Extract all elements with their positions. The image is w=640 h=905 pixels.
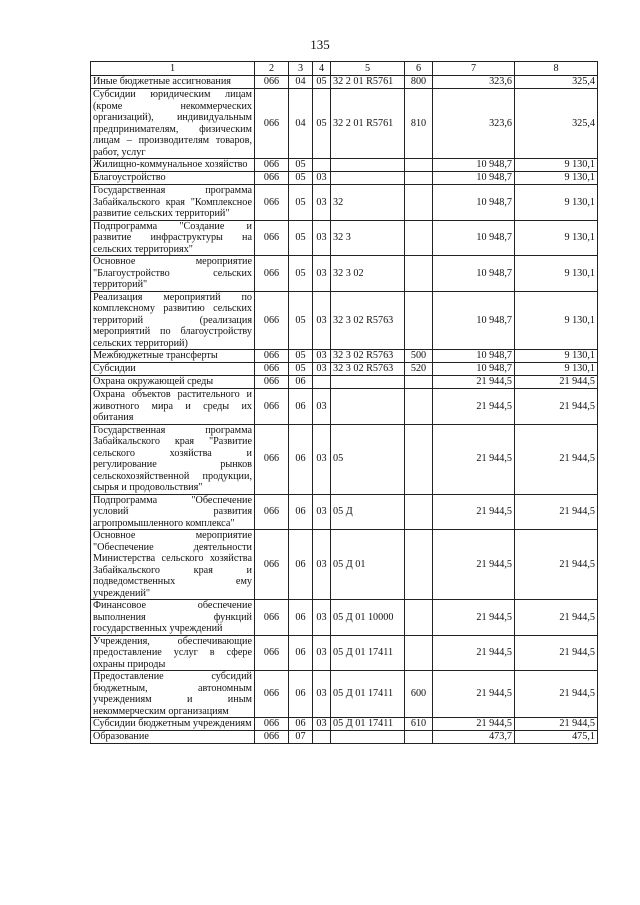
section-code: 06: [289, 671, 313, 718]
table-row: [91, 530, 598, 600]
amount-year-2: 9 130,1: [515, 256, 598, 292]
expense-type: [405, 256, 433, 292]
expense-type: [405, 291, 433, 350]
target-article: 05 Д 01 10000: [331, 600, 405, 636]
amount-year-2: 325,4: [515, 89, 598, 159]
ministry-code: 066: [255, 494, 289, 530]
expense-type: [405, 159, 433, 172]
item-name: Образование: [91, 731, 255, 744]
amount-year-2: 21 944,5: [515, 389, 598, 425]
subsection-code: [313, 731, 331, 744]
page-number: 135: [310, 37, 330, 52]
table-row: [91, 172, 598, 185]
amount-year-2: 9 130,1: [515, 185, 598, 221]
section-code: 07: [289, 731, 313, 744]
subsection-code: 03: [313, 220, 331, 256]
column-header: 3: [289, 62, 313, 76]
section-code: 06: [289, 600, 313, 636]
table-row: [91, 389, 598, 425]
target-article: 32 3 02 R5763: [331, 363, 405, 376]
column-header: 5: [331, 62, 405, 76]
target-article: 32 3 02 R5763: [331, 350, 405, 363]
table-row: [91, 376, 598, 389]
table-row: [91, 220, 598, 256]
amount-year-1: 10 948,7: [433, 363, 515, 376]
target-article: [331, 159, 405, 172]
ministry-code: 066: [255, 424, 289, 494]
amount-year-1: 21 944,5: [433, 671, 515, 718]
section-code: 05: [289, 172, 313, 185]
amount-year-2: 21 944,5: [515, 671, 598, 718]
amount-year-1: 323,6: [433, 76, 515, 89]
target-article: 05 Д 01: [331, 530, 405, 600]
ministry-code: 066: [255, 159, 289, 172]
section-code: 05: [289, 185, 313, 221]
table-row: [91, 671, 598, 718]
target-article: 32 2 01 R5761: [331, 89, 405, 159]
amount-year-2: 475,1: [515, 731, 598, 744]
amount-year-1: 10 948,7: [433, 159, 515, 172]
table-row: [91, 731, 598, 744]
amount-year-1: 21 944,5: [433, 635, 515, 671]
column-header: 8: [515, 62, 598, 76]
amount-year-1: 21 944,5: [433, 718, 515, 731]
expense-type: [405, 172, 433, 185]
section-code: 05: [289, 363, 313, 376]
column-header: 6: [405, 62, 433, 76]
target-article: 32 3 02: [331, 256, 405, 292]
subsection-code: 03: [313, 424, 331, 494]
amount-year-2: 9 130,1: [515, 159, 598, 172]
item-name: Предоставление субсидий бюджетным, автономным учреждениям и иным некоммерческим организациям: [91, 671, 255, 718]
expense-type: [405, 731, 433, 744]
target-article: [331, 172, 405, 185]
amount-year-1: 21 944,5: [433, 389, 515, 425]
ministry-code: 066: [255, 635, 289, 671]
amount-year-2: 9 130,1: [515, 363, 598, 376]
item-name: Субсидии юридическим лицам (кроме некоммерческих организаций), индивидуальным предпринимателям, физическим лицам – производителям товаров, работ, услуг: [91, 89, 255, 159]
target-article: 05 Д 01 17411: [331, 635, 405, 671]
amount-year-1: 323,6: [433, 89, 515, 159]
expense-type: [405, 600, 433, 636]
amount-year-1: 10 948,7: [433, 256, 515, 292]
table-header-row: [91, 62, 598, 76]
table-row: [91, 635, 598, 671]
subsection-code: 03: [313, 671, 331, 718]
expense-type: 520: [405, 363, 433, 376]
ministry-code: 066: [255, 220, 289, 256]
table-row: [91, 494, 598, 530]
amount-year-2: 21 944,5: [515, 718, 598, 731]
ministry-code: 066: [255, 530, 289, 600]
subsection-code: [313, 376, 331, 389]
ministry-code: 066: [255, 172, 289, 185]
expense-type: [405, 530, 433, 600]
ministry-code: 066: [255, 718, 289, 731]
target-article: 32: [331, 185, 405, 221]
amount-year-1: 21 944,5: [433, 376, 515, 389]
item-name: Субсидии бюджетным учреждениям: [91, 718, 255, 731]
item-name: Основное мероприятие "Благоустройство сельских территорий": [91, 256, 255, 292]
table-row: [91, 718, 598, 731]
target-article: 05 Д: [331, 494, 405, 530]
target-article: 05 Д 01 17411: [331, 718, 405, 731]
amount-year-2: 21 944,5: [515, 494, 598, 530]
subsection-code: 05: [313, 89, 331, 159]
expense-type: [405, 635, 433, 671]
amount-year-1: 10 948,7: [433, 220, 515, 256]
amount-year-1: 10 948,7: [433, 350, 515, 363]
amount-year-2: 21 944,5: [515, 530, 598, 600]
ministry-code: 066: [255, 731, 289, 744]
ministry-code: 066: [255, 600, 289, 636]
expense-type: [405, 494, 433, 530]
ministry-code: 066: [255, 185, 289, 221]
amount-year-2: 325,4: [515, 76, 598, 89]
subsection-code: 03: [313, 530, 331, 600]
section-code: 06: [289, 635, 313, 671]
subsection-code: 03: [313, 172, 331, 185]
amount-year-2: 21 944,5: [515, 376, 598, 389]
ministry-code: 066: [255, 76, 289, 89]
table-row: [91, 89, 598, 159]
section-code: 06: [289, 376, 313, 389]
subsection-code: 03: [313, 718, 331, 731]
column-header: 7: [433, 62, 515, 76]
subsection-code: 03: [313, 494, 331, 530]
target-article: 05: [331, 424, 405, 494]
item-name: Подпрограмма "Обеспечение условий развития агропромышленного комплекса": [91, 494, 255, 530]
column-header: 4: [313, 62, 331, 76]
item-name: Государственная программа Забайкальского края "Комплексное развитие сельских территорий": [91, 185, 255, 221]
expense-type: [405, 220, 433, 256]
table-row: [91, 600, 598, 636]
section-code: 06: [289, 718, 313, 731]
expense-type: [405, 185, 433, 221]
amount-year-1: 21 944,5: [433, 600, 515, 636]
target-article: [331, 731, 405, 744]
expense-type: [405, 389, 433, 425]
expense-type: [405, 376, 433, 389]
item-name: Субсидии: [91, 363, 255, 376]
target-article: [331, 376, 405, 389]
table-row: [91, 424, 598, 494]
expense-type: 600: [405, 671, 433, 718]
table-row: [91, 363, 598, 376]
item-name: Охрана объектов растительного и животного мира и среды их обитания: [91, 389, 255, 425]
item-name: Охрана окружающей среды: [91, 376, 255, 389]
amount-year-2: 9 130,1: [515, 172, 598, 185]
section-code: 05: [289, 350, 313, 363]
expense-type: 610: [405, 718, 433, 731]
column-header: 2: [255, 62, 289, 76]
subsection-code: 03: [313, 363, 331, 376]
subsection-code: 03: [313, 185, 331, 221]
section-code: 05: [289, 256, 313, 292]
ministry-code: 066: [255, 389, 289, 425]
column-header: 1: [91, 62, 255, 76]
expense-type: 500: [405, 350, 433, 363]
target-article: 32 3 02 R5763: [331, 291, 405, 350]
ministry-code: 066: [255, 350, 289, 363]
target-article: 32 3: [331, 220, 405, 256]
amount-year-1: 21 944,5: [433, 424, 515, 494]
ministry-code: 066: [255, 671, 289, 718]
ministry-code: 066: [255, 363, 289, 376]
expense-type: [405, 424, 433, 494]
section-code: 04: [289, 76, 313, 89]
section-code: 06: [289, 494, 313, 530]
item-name: Благоустройство: [91, 172, 255, 185]
table-row: [91, 185, 598, 221]
amount-year-1: 473,7: [433, 731, 515, 744]
table-row: [91, 256, 598, 292]
item-name: Государственная программа Забайкальского края "Развитие сельского хозяйства и регулирование рынков сельскохозяйственной продукции, сырья и продовольствия": [91, 424, 255, 494]
subsection-code: 03: [313, 635, 331, 671]
ministry-code: 066: [255, 376, 289, 389]
amount-year-2: 21 944,5: [515, 424, 598, 494]
item-name: Финансовое обеспечение выполнения функций государственных учреждений: [91, 600, 255, 636]
item-name: Учреждения, обеспечивающие предоставление услуг в сфере охраны природы: [91, 635, 255, 671]
table-row: [91, 291, 598, 350]
section-code: 06: [289, 424, 313, 494]
section-code: 04: [289, 89, 313, 159]
item-name: Иные бюджетные ассигнования: [91, 76, 255, 89]
target-article: 05 Д 01 17411: [331, 671, 405, 718]
table-row: [91, 159, 598, 172]
subsection-code: 03: [313, 256, 331, 292]
subsection-code: 03: [313, 389, 331, 425]
expense-type: 800: [405, 76, 433, 89]
amount-year-2: 9 130,1: [515, 220, 598, 256]
subsection-code: [313, 159, 331, 172]
ministry-code: 066: [255, 256, 289, 292]
section-code: 06: [289, 389, 313, 425]
amount-year-2: 21 944,5: [515, 635, 598, 671]
section-code: 06: [289, 530, 313, 600]
table-row: [91, 350, 598, 363]
amount-year-2: 9 130,1: [515, 350, 598, 363]
subsection-code: 03: [313, 291, 331, 350]
amount-year-2: 9 130,1: [515, 291, 598, 350]
amount-year-1: 21 944,5: [433, 530, 515, 600]
section-code: 05: [289, 159, 313, 172]
target-article: 32 2 01 R5761: [331, 76, 405, 89]
target-article: [331, 389, 405, 425]
subsection-code: 05: [313, 76, 331, 89]
subsection-code: 03: [313, 350, 331, 363]
amount-year-1: 10 948,7: [433, 291, 515, 350]
ministry-code: 066: [255, 291, 289, 350]
item-name: Реализация мероприятий по комплексному развитию сельских территорий (реализация мероприятий по благоустройству сельских территорий): [91, 291, 255, 350]
table-row: [91, 76, 598, 89]
item-name: Основное мероприятие "Обеспечение деятельности Министерства сельского хозяйства Забайкальского края и подведомственных ему учреждений": [91, 530, 255, 600]
item-name: Межбюджетные трансферты: [91, 350, 255, 363]
budget-table: [90, 61, 598, 744]
amount-year-1: 10 948,7: [433, 185, 515, 221]
ministry-code: 066: [255, 89, 289, 159]
amount-year-2: 21 944,5: [515, 600, 598, 636]
section-code: 05: [289, 220, 313, 256]
amount-year-1: 21 944,5: [433, 494, 515, 530]
section-code: 05: [289, 291, 313, 350]
item-name: Подпрограмма "Создание и развитие инфраструктуры на сельских территориях": [91, 220, 255, 256]
expense-type: 810: [405, 89, 433, 159]
amount-year-1: 10 948,7: [433, 172, 515, 185]
item-name: Жилищно-коммунальное хозяйство: [91, 159, 255, 172]
subsection-code: 03: [313, 600, 331, 636]
